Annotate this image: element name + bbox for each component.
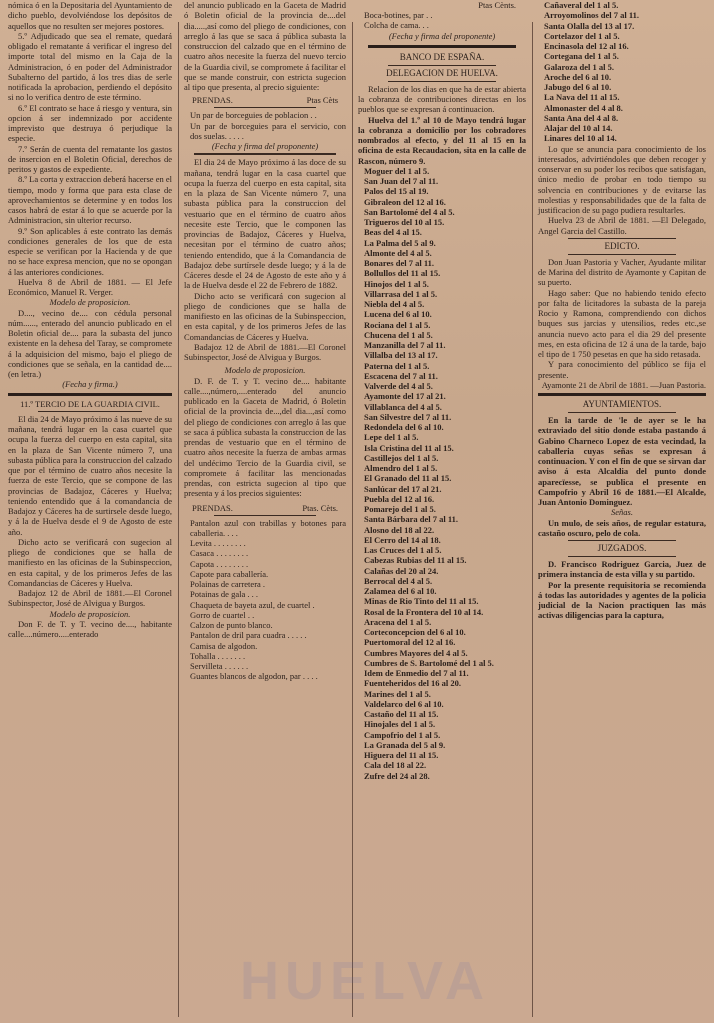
- list-item: San Silvestre del 7 al 11.: [364, 411, 452, 422]
- list-item: Chaqueta de bayeta azul, de cuartel .: [190, 599, 315, 610]
- column-rule: [178, 22, 179, 1017]
- list-item: Encinasola del 12 al 16.: [544, 41, 629, 51]
- list-item: Hinojales del 1 al 5.: [364, 719, 436, 730]
- price-header: Ptas Cènts.: [478, 0, 516, 10]
- list-item: La Granada del 5 al 9.: [364, 739, 446, 750]
- list-item: Zalamea del 6 al 10.: [364, 586, 437, 596]
- paragraph: 8.º La corta y extraccion deberá hacerse en el tiempo, modo y forma que para esta clase de aprovechamientos se determine y en todos los casos habrá de estar á lo que se acuerde por la Administracion, sin ulterior recurso.: [8, 174, 172, 226]
- column-rule: [532, 22, 533, 1017]
- list-item: Beas del 4 al 15.: [364, 227, 422, 238]
- divider: [568, 412, 676, 413]
- town-list: [538, 0, 706, 144]
- list-item: La Nava del 11 al 15.: [544, 92, 620, 103]
- list-item: Aroche del 6 al 10.: [544, 71, 612, 82]
- list-item: Gibraleon del 12 al 16.: [364, 196, 446, 207]
- paragraph: Huelva del 1.º al 10 de Mayo tendrá lugar la cobranza a domicilio por los cobradores nombrados al efecto, y del 11 al 15 en la oficina de esta Recaudacion, sita en la calle de Rascon, número 9.: [358, 114, 526, 166]
- divider: [388, 65, 496, 66]
- list-item: Minas de Rio Tinto del 11 al 15.: [364, 596, 479, 607]
- paragraph: 7.º Serán de cuenta del rematante los gastos de insercion en el Boletin Oficial, derechos de peritos y gastos de expediente.: [8, 143, 172, 174]
- list-item: Colcha de cama. . .: [364, 20, 429, 31]
- table-header-right: Ptas Cèts: [306, 95, 338, 106]
- list-item: Galaroza del 1 al 5.: [544, 61, 614, 72]
- section-title: EDICTO.: [604, 240, 640, 251]
- table-header-left: PRENDAS.: [192, 95, 233, 106]
- list-item: Villalba del 13 al 17.: [364, 350, 438, 361]
- paragraph: del anuncio publicado en la Gaceta de Madrid ó Boletin oficial de la provincia de....del dia.....,así como del pliego de condiciones, con arreglo á las que se saca á pública subasta la construccion del calzado que en el término de cuatro años necesite la fuerza del nuevo tercio de la Guardia civil, se compromete á facilitar el que se mande construir, con estricta sugecion al tipo que presenta, al precio siguiente:: [184, 0, 346, 92]
- list-item: Puebla del 12 al 16.: [364, 493, 435, 504]
- list-item: Polainas de carretera .: [190, 579, 266, 589]
- section-subtitle: DELEGACION DE HUELVA.: [386, 67, 498, 78]
- list-item: El Granado del 11 al 15.: [364, 473, 452, 484]
- paragraph: D. Francisco Rodriguez Garcia, Juez de primera instancia de esta villa y su partido.: [538, 559, 706, 580]
- list-item: Cumbres Mayores del 4 al 5.: [364, 647, 468, 658]
- list-item: Santa Olalla del 13 al 17.: [544, 20, 635, 31]
- list-item: El Cerro del 14 al 18.: [364, 534, 441, 545]
- list-item: Servilleta . . . . . .: [190, 661, 249, 671]
- list-item: Linares del 10 al 14.: [544, 133, 617, 144]
- list-item: Cortelazor del 1 al 5.: [544, 30, 620, 41]
- divider: [214, 515, 316, 516]
- list-item: Arroyomolinos del 7 al 11.: [544, 10, 639, 21]
- watermark: HUELVA: [240, 951, 490, 1011]
- list-item: Castillejos del 1 al 5.: [364, 452, 439, 463]
- list-item: Pantalon de dril para cuadra . . . . .: [190, 630, 307, 641]
- list-item: Aracena del 1 al 5.: [364, 616, 432, 627]
- paragraph: 9.º Son aplicables á este contrato las demás condiciones generales de los que de esta especie se verifican por la Hacienda y de que no se hace expresa mencion, que no se opongan á las anteriores condiciones.: [8, 225, 172, 277]
- model-text: D...., vecino de.... con cédula personal núm......, enterado del anuncio publicado en el Boletin oficial de.... para la subasta del junco existente en la dehesa del Taray, se compromete á la adquisicion del mismo, bajo el pliego de condiciones que se señala, en la cantidad de.... (en letra.): [8, 307, 172, 379]
- list-item: Camisa de algodon.: [190, 640, 258, 651]
- divider: [568, 540, 676, 541]
- column-rule: [352, 22, 353, 1017]
- column-3: [354, 0, 530, 1023]
- list-item: Manzanilla del 7 al 11.: [364, 340, 446, 350]
- divider: [388, 81, 496, 82]
- signature-line: (Fecha y firma.): [62, 379, 118, 390]
- list-item: Capote para caballería.: [190, 568, 269, 579]
- list-item: San Juan del 7 al 11.: [364, 176, 439, 186]
- model-text: Don F. de T. y T. vecino de...., habitante calle....número.....enterado: [8, 618, 172, 639]
- model-title: Modelo de proposicion.: [224, 365, 306, 376]
- divider: [538, 393, 706, 396]
- list-item: Almendro del 1 al 5.: [364, 463, 438, 473]
- list-item: Casaca . . . . . . . .: [190, 548, 249, 559]
- column-4: [534, 0, 710, 1023]
- list-item: Tohalla . . . . . . .: [190, 650, 246, 661]
- paragraph: El dia 24 de Mayo próximo á las doce de su mañana, tendrá lugar en la casa cuartel que ocupa la fuerza del cuerpo en esta capital, sita en la plaza de San Vicente número 7, una subasta pública para la construccion del vestuario que en el término de cuatro años necesite este Tercio, que le componen las provincias de Badajoz, Cáceres y Huelva, necesitan por el término de cuatro años; teniendo entendido, que á la Comandancia de Badajoz debe surtírsele desde luego; y á la de Cáceres desde el 24 de Agosto de este año y á la de Huelva desde el 22 de Febrero de 1882.: [184, 157, 346, 291]
- list-item: Corteconcepcion del 6 al 10.: [364, 627, 466, 637]
- list-item: Calzon de punto blanco.: [190, 620, 273, 630]
- signature-line: (Fecha y firma del proponente): [211, 141, 319, 151]
- list-item: Boca-botines, par . .: [364, 10, 433, 20]
- divider: [8, 393, 172, 396]
- list-item: Pomarejo del 1 al 5.: [364, 504, 436, 514]
- list-item: Un par de borceguies de poblacion . .: [190, 110, 317, 121]
- list-item: Levita . . . . . . . .: [190, 538, 246, 548]
- list-item: Rosal de la Frontera del 10 al 14.: [364, 606, 484, 617]
- list-item: Palos del 15 al 19.: [364, 186, 429, 197]
- list-item: Valverde del 4 al 5.: [364, 381, 433, 391]
- list-item: Cala del 18 al 22.: [364, 760, 427, 771]
- list-item: Zufre del 24 al 28.: [364, 770, 430, 781]
- list-item: Villablanca del 4 al 5.: [364, 401, 442, 412]
- column-1: [4, 0, 176, 1023]
- table-header-left: PRENDAS.: [192, 502, 233, 513]
- section-title: AYUNTAMIENTOS.: [582, 399, 662, 409]
- list-item: Alajar del 10 al 14.: [544, 123, 613, 133]
- paragraph: Hago saber: Que no habiendo tenido efecto por falta de licitadores la subasta de la pareja Rocio y Ramona, comprendiendo con dichos buques sus jarcias y utensilios, redes etc.,se anuncia nuevo acto para el dia 29 del presente mes, en esta oficina de 12 á una de la tarde, bajo el tipo de 1 750 pesetas en que ha sido retasada.: [538, 287, 706, 359]
- list-item: Moguer del 1 al 5.: [364, 165, 430, 176]
- paragraph: Relacion de los dias en que ha de estar abierta la cobranza de contribuciones directas en los pueblos que se expresan á continuacion.: [358, 83, 526, 115]
- list-item: Santa Bárbara del 7 al 11.: [364, 514, 458, 525]
- list-item: Hinojos del 1 al 5.: [364, 278, 429, 289]
- list-item: Chucena del 1 al 5.: [364, 329, 433, 340]
- paragraph: Y para conocimiento del público se fija el presente.: [538, 359, 706, 380]
- list-item: Cortegana del 1 al 5.: [544, 51, 619, 62]
- signature-line: (Fecha y firma del proponente): [388, 30, 496, 41]
- list-item: Bonares del 7 al 11.: [364, 258, 434, 268]
- list-item: Marines del 1 al 5.: [364, 688, 431, 699]
- list-item: Potainas de gala . . .: [190, 589, 258, 600]
- divider: [38, 411, 142, 412]
- divider: [368, 45, 516, 48]
- list-item: Idem de Enmedio del 7 al 11.: [364, 668, 469, 678]
- list-item: Puertomoral del 12 al 16.: [364, 637, 456, 648]
- list-item: Campofrio del 1 al 5.: [364, 729, 441, 740]
- paragraph: Lo que se anuncia para conocimiento de los interesados, advirtiéndoles que deben recoger y conservar en su poder los recibos que satisfagan, único medio de probar en todo tiempo su solvencia en contribuciones y de evitarse las molestias y responsabilidades que de la falta de justificacion de su pago pudiera resultarles.: [538, 143, 706, 215]
- list-item: Bollullos del 11 al 15.: [364, 268, 441, 279]
- list-item: Lepe del 1 al 5.: [364, 432, 419, 443]
- list-item: Trigueros del 10 al 15.: [364, 217, 445, 227]
- signature: Badajoz 12 de Abril de 1881.—El Coronel Subinspector, José de Alvigua y Burgos.: [8, 588, 172, 609]
- subheading: Señas.: [611, 507, 633, 518]
- paragraph: 5.º Adjudicado que sea el remate, quedará obligado el rematante á verificar el ingreso del importe total del mismo en la Caja de la Administracion, ó en poder del Administrador Subalterno del partido, á los tres dias de serle notificada la aprobacion, perdiendo el depósito si no lo verifica dentro de este término.: [8, 30, 172, 103]
- list-item: Almonte del 4 al 5.: [364, 247, 432, 258]
- list-item: Cumbres de S. Bartolomé del 1 al 5.: [364, 657, 494, 668]
- model-text: D. F. de T. y T. vecino de.... habitante calle....,número,....enterado del anuncio publicado en la Gaceta de Madrid, ó Boletin oficial de la provincia de...,del dia...,así como del pliego de condiciones con arreglo á las que se saca á pública subasta la construccion de las prendas de vestuario que en el término de cuatro años necesite la fuerza de ambas armas del undécimo Tercio de la Guardia civil, se compromete á facilitar las mencionadas prendas, con estricta sugecion al tipo que presenta y á los precios siguientes:: [184, 375, 346, 499]
- list-item: Lucena del 6 al 10.: [364, 309, 432, 320]
- signature: Huelva 23 de Abril de 1881. —El Delegado, Angel Garcia del Castillo.: [538, 215, 706, 236]
- list-item: Rociana del 1 al 5.: [364, 319, 431, 330]
- model-title: Modelo de proposicion.: [49, 297, 131, 308]
- list-item: Pantalon azul con trabillas y botones para caballeria. . . .: [190, 517, 346, 538]
- list-item: Guantes blancos de algodon, par . . . .: [190, 671, 318, 682]
- paragraph: 6.º El contrato se hace á riesgo y ventura, sin opcion á ser indemnizado por accidente imprevisto que destruya ó perjudique la especie.: [8, 102, 172, 144]
- list-item: Gorro de cuartel . .: [190, 609, 255, 620]
- divider: [194, 153, 336, 155]
- divider: [568, 238, 676, 239]
- list-item: Cañaveral del 1 al 5.: [544, 0, 619, 10]
- town-list: [358, 166, 526, 781]
- list-item: Jabugo del 6 al 10.: [544, 82, 612, 92]
- list-item: Sanlúcar del 17 al 21.: [364, 483, 442, 494]
- section-title: JUZGADOS.: [597, 543, 647, 553]
- list-item: Fuenteheridos del 16 al 20.: [364, 678, 462, 689]
- list-item: Calañas del 20 al 24.: [364, 565, 439, 576]
- list-item: Redondela del 6 al 10.: [364, 422, 444, 432]
- paragraph: Un mulo, de seis años, de regular estatura, castaño oscuro, pelo de cola.: [538, 517, 706, 538]
- list-item: Escacena del 7 al 11.: [364, 370, 438, 381]
- list-item: Niebla del 4 al 5.: [364, 299, 425, 309]
- paragraph: El dia 24 de Mayo próximo á las nueve de su mañana, tendrá lugar en la casa cuartel que ocupa la fuerza del cuerpo en esta capital, sita en la plaza de San Vicente número 7, una subasta pública para la construccion del calzado que por el término de cuatro años necesite la fuerza de este Tercio, que se compone de las provincias de Badajoz, Cáceres y Huelva; teniendo entendido que á la comandancia de Badajoz y Cáceres ha de surtirsele desde luego, y á la de Huelva desde el 9 de Agosto de este año.: [8, 413, 172, 537]
- paragraph: Por la presente requisitoria se recomienda á todas las autoridades y agentes de la policia judicial de la Nacion practiquen las más activas diligencias para la captura,: [538, 579, 706, 621]
- paragraph: En la tarde de 'le de ayer se le ha extraviado del sitio donde estaba pastando á Gabino Charneco Lopez de esta vecindad, la caballeria cuyas señas se expresan á continuacion. Y con el fin de que se sirvan dar aviso á esta Alcaldia del punto donde aparecïesse, se publica el presente en Campofrio y Abril 16 de 1881.—El Alcalde, Juan Antonio Dominguez.: [538, 415, 706, 507]
- list-item: Isla Cristina del 11 al 15.: [364, 442, 454, 453]
- table-header: [184, 503, 346, 513]
- divider: [568, 556, 676, 557]
- list-item: Higuera del 11 al 15.: [364, 750, 439, 760]
- list-item: Ayamonte del 17 al 21.: [364, 391, 446, 402]
- list-item: Castaño del 11 al 15.: [364, 709, 439, 719]
- list-item: Berrocal del 4 al 5.: [364, 575, 433, 586]
- signature: Ayamonte 21 de Abril de 1881. —Juan Pastoria.: [541, 379, 706, 390]
- list-item: Cabezas Rubias del 11 al 15.: [364, 555, 467, 566]
- section-title: 11.º TERCIO DE LA GUARDIA CIVIL.: [20, 398, 160, 409]
- list-item: Almonaster del 4 al 8.: [544, 102, 623, 113]
- signature: Badajoz 12 de Abril de 1881.—El Coronel Subinspector, José de Alvigua y Burgos.: [184, 341, 346, 362]
- list-item: La Palma del 5 al 9.: [364, 237, 436, 248]
- paragraph: nómica ó en la Depositaria del Ayuntamiento de dicho pueblo, devolviéndose los depósitos de aquellos que no resulten ser mejores postores.: [8, 0, 172, 31]
- divider: [214, 107, 316, 108]
- list-item: Alosno del 18 al 22.: [364, 524, 435, 535]
- list-item: Santa Ana del 4 al 8.: [544, 112, 619, 123]
- list-item: Capota . . . . . . . .: [190, 558, 249, 569]
- list-item: Paterna del 1 al 5.: [364, 360, 430, 371]
- list-item: Villarrasa del 1 al 5.: [364, 288, 438, 299]
- table-header-right: Ptas. Cèts.: [302, 502, 338, 513]
- model-title: Modelo de proposicion.: [49, 608, 131, 619]
- paragraph: Dicho acto se verificará con sugecion al pliego de condiciones que se halla de manifiesto en las oficinas de la Subinspeccion, en esta capital, y de los primeros Jefes de las Comandancias de Cáceres y Huelva.: [8, 536, 172, 588]
- list-item: Valdelarco del 6 al 10.: [364, 698, 444, 709]
- column-2: [180, 0, 350, 1023]
- list-item: San Bartolomé del 4 al 5.: [364, 206, 455, 217]
- paragraph: Don Juan Pastoria y Vacher, Ayudante militar de Marina del distrito de Ayamonte y Capitan de su puerto.: [538, 256, 706, 288]
- table-header: [184, 95, 346, 105]
- divider: [568, 254, 676, 255]
- paragraph: Dicho acto se verificará con sugecion al pliego de condiciones que se halla de manifiesto en las oficinas de la Subinspeccion, en esta capital, y de los primeros Jefes de las Comandancias de Cáceres y Huelva.: [184, 290, 346, 342]
- section-title: BANCO DE ESPAÑA.: [399, 51, 485, 62]
- list-item: Un par de borceguies para el servicio, con dos suelas. . . . .: [190, 120, 346, 141]
- list-item: Las Cruces del 1 al 5.: [364, 545, 442, 555]
- signature: Huelva 8 de Abril de 1881. — El Jefe Económico, Manuel R. Verger.: [8, 276, 172, 297]
